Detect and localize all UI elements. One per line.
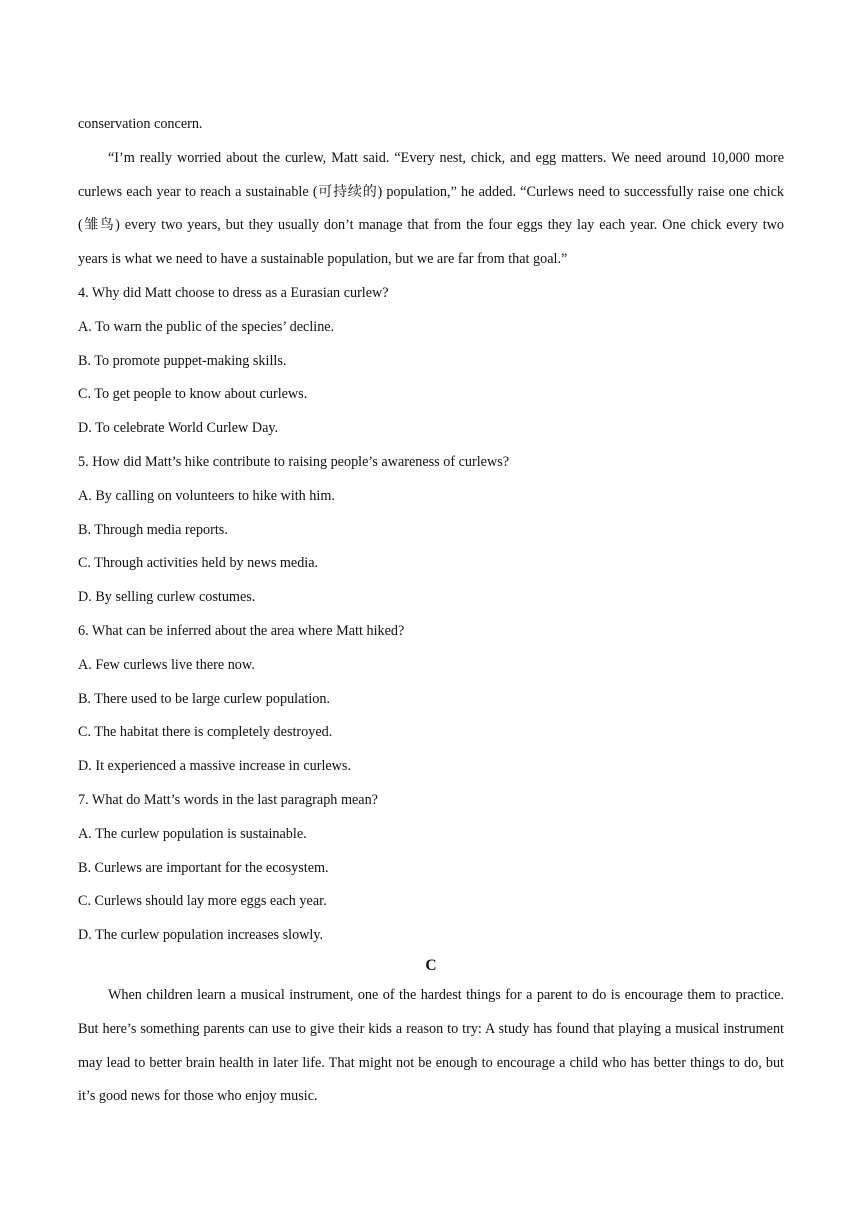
option-a: A. By calling on volunteers to hike with him. — [78, 487, 335, 504]
option-b: B. Curlews are important for the ecosystem. — [78, 859, 329, 876]
question-6 — [78, 615, 784, 784]
document-page — [78, 108, 784, 1114]
question-stem: 6. What can be inferred about the area where Matt hiked? — [78, 622, 405, 639]
question-stem: 7. What do Matt’s words in the last paragraph mean? — [78, 791, 378, 808]
question-7 — [78, 784, 784, 953]
option-b: B. Through media reports. — [78, 521, 228, 538]
question-5 — [78, 446, 784, 615]
question-4 — [78, 277, 784, 446]
option-d: D. It experienced a massive increase in curlews. — [78, 758, 351, 775]
option-a: A. To warn the public of the species’ decline. — [78, 318, 335, 335]
option-c: C. Through activities held by news media. — [78, 555, 319, 572]
option-d: D. The curlew population increases slowly. — [78, 927, 324, 944]
question-stem: 4. Why did Matt choose to dress as a Eurasian curlew? — [78, 284, 389, 301]
option-a: A. Few curlews live there now. — [78, 656, 255, 673]
option-a: A. The curlew population is sustainable. — [78, 825, 307, 842]
option-c: C. Curlews should lay more eggs each year. — [78, 893, 327, 910]
option-b: B. There used to be large curlew population. — [78, 690, 331, 707]
option-d: D. To celebrate World Curlew Day. — [78, 420, 279, 437]
section-heading-c: C — [425, 956, 437, 974]
carryover-line: conservation concern. — [78, 116, 203, 132]
question-stem: 5. How did Matt’s hike contribute to raising people’s awareness of curlews? — [78, 453, 510, 470]
passage-c-paragraph: When children learn a musical instrument, one of the hardest things for a parent to do is encourage them to practice. But here’s something parents can use to give their kids a reason to try: A study has found that playing a musical instrument may lead to better brain health in later life. That might not be enough to encourage a child who has better things to do, but it’s good news for those who enjoy music. — [78, 986, 784, 1105]
option-b: B. To promote puppet-making skills. — [78, 352, 287, 369]
quote-paragraph: “I’m really worried about the curlew, Matt said. “Every nest, chick, and egg matters. We need around 10,000 more curlews each year to reach a sustainable (可持续的) population,” he added. “Curlews need to successfully raise one chick (雏鸟) every two years, but they usually don’t manage that from the four eggs they lay each year. One chick every two years is what we need to have a sustainable population, but we are far from that goal.” — [78, 149, 784, 268]
option-c: C. To get people to know about curlews. — [78, 386, 308, 403]
option-c: C. The habitat there is completely destroyed. — [78, 724, 333, 741]
option-d: D. By selling curlew costumes. — [78, 589, 256, 606]
